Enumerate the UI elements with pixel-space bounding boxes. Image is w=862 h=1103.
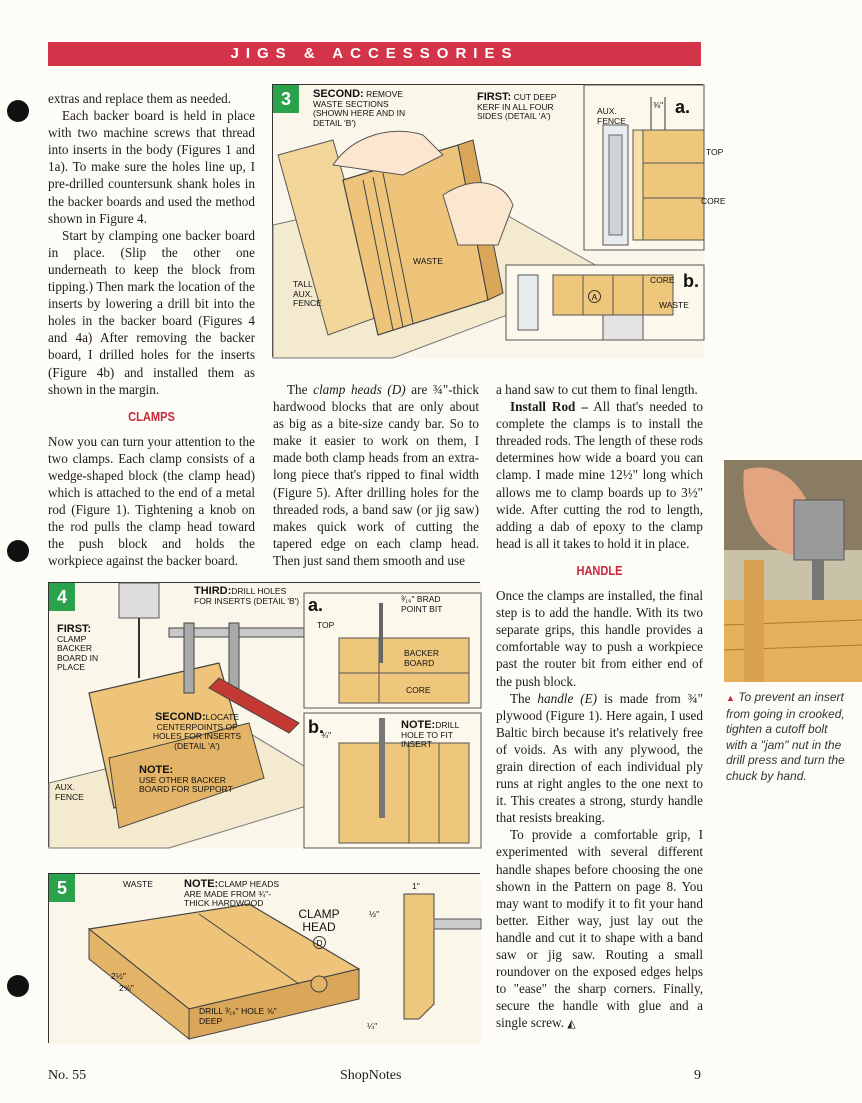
fig3-second-label bbox=[313, 90, 408, 128]
figure-4 bbox=[48, 582, 480, 847]
col2-p1-pre: The bbox=[287, 382, 314, 397]
fig3-tall-fence-label: TALL AUX. FENCE bbox=[293, 279, 322, 308]
fig4-third-bold: THIRD: bbox=[194, 585, 232, 597]
fig4-aux-fence-label: AUX. FENCE bbox=[55, 782, 84, 802]
fig4-brad-label: ³⁄₁₆" BRAD POINT BIT bbox=[401, 594, 443, 614]
handle-heading: HANDLE bbox=[576, 562, 623, 578]
col3-paragraph-3: Once the clamps are installed, the final step is to add the handle. With its two separate grips, this handle provides a comfortable way to push a workpiece past the router bit from either end of the push block. bbox=[496, 588, 703, 689]
fig4-first-text: CLAMP BACKER BOARD IN PLACE bbox=[57, 633, 99, 672]
install-rod-term: Install Rod – bbox=[510, 399, 588, 415]
fig5-waste-label: WASTE bbox=[123, 879, 153, 889]
fig3-second-text: REMOVE WASTE SECTIONS (SHOWN HERE AND IN DETAIL 'B') bbox=[313, 89, 406, 128]
col3-p2-text: All that's needed to complete the clamps is to install the threaded rods. The length of these rods determines how wide a board you can clamp. I made mine 12½" long which allows me to clamp boards up to 3½" wide. After cutting the rod to length, adding a dab of epoxy to the clamp head is all it takes to hold it in place. bbox=[496, 399, 703, 551]
col3-paragraph-4 bbox=[496, 690, 703, 827]
col2-p1-post: are ¾"-thick hardwood blocks that are only about as big as a bite-size candy bar. So to make it easier to work on them, I made both clamp heads from an extra-long piece that's ripped to final width (Figure 5). After drilling holes for the threaded rods, a band saw (or jig saw) makes quick work of cutting the tapered edge on each clamp head. Then just sand them smooth and use bbox=[273, 382, 479, 568]
figure-4-number: 4 bbox=[49, 583, 75, 611]
fig3-dimension-label: ⅜" bbox=[653, 100, 664, 110]
fig3-first-label bbox=[477, 93, 572, 122]
fig5-drill-label: DRILL ³⁄₁₆" HOLE ⅝" DEEP bbox=[199, 1006, 277, 1026]
col1-paragraph-3: Start by clamping one backer board in place. (Slip the other one underneath to keep the block from tipping.) Then mark the location of the inserts by lowering a drill bit into the holes in the backer board (Figures 4 and 4a) After removing the backer board, I drilled holes for the inserts (Figure 4b) and installed them as shown in the margin. bbox=[48, 227, 255, 397]
fig4-b-dimension-label: ¾" bbox=[321, 730, 332, 740]
fig4-note-text: USE OTHER BACKER BOARD FOR SUPPORT bbox=[139, 774, 233, 794]
footer-issue: No. 55 bbox=[48, 1068, 87, 1083]
footer-magazine: ShopNotes bbox=[340, 1068, 402, 1083]
fig3-second-bold: SECOND: bbox=[313, 88, 364, 100]
fig3-waste-label: WASTE bbox=[413, 256, 443, 266]
fig3-detail-b-letter: b. bbox=[683, 271, 699, 291]
fig5-dimension-1-label: 2½" bbox=[111, 971, 126, 981]
photo-caption-text: To prevent an insert from going in crooked, tighten a cutoff bolt with a "jam" nut in the drill press and turn the chuck by hand. bbox=[726, 690, 845, 783]
col3-paragraph-5 bbox=[496, 826, 703, 1032]
col2-paragraph-1 bbox=[273, 381, 479, 569]
fig5-half-inch-label: ½" bbox=[369, 909, 380, 919]
figure-4-drawing bbox=[49, 583, 481, 848]
fig5-clamp-head-label: CLAMP HEAD bbox=[298, 907, 340, 934]
fig5-note-text: CLAMP HEADS ARE MADE FROM ¾"-THICK HARDWOOD bbox=[184, 879, 280, 908]
col1-paragraph-1: extras and replace them as needed. bbox=[48, 91, 232, 106]
fig3-top-label: TOP bbox=[706, 147, 724, 157]
fig5-note-label bbox=[184, 880, 294, 909]
fig4-second-bold: SECOND: bbox=[154, 711, 206, 723]
figure-3 bbox=[272, 84, 726, 357]
fig5-clamp-letter-label: D bbox=[313, 936, 326, 949]
col3-p4-post: is made from ¾" plywood (Figure 1). Here again, I used Baltic birch because it's relatively free of voids. As with any plywood, the grain direction of each individual ply runs at right angles to the one next to it. This creates a strong, sturdy handle that resists breaking. bbox=[496, 690, 703, 826]
fig5-one-inch-label: 1" bbox=[412, 881, 420, 891]
handle-term: handle (E) bbox=[537, 690, 598, 706]
fig4-b-note-text: DRILL HOLE TO FIT INSERT bbox=[401, 720, 460, 749]
column-2 bbox=[273, 381, 479, 569]
fig4-b-note-label bbox=[401, 721, 471, 750]
fig4-a-top-label: TOP bbox=[317, 620, 335, 630]
fig3-first-bold: FIRST: bbox=[477, 91, 512, 103]
margin-photo bbox=[724, 460, 862, 682]
fig3-circle-a-label: A bbox=[588, 290, 601, 303]
column-1 bbox=[48, 90, 255, 570]
fig4-backer-label: BACKER BOARD bbox=[404, 648, 439, 668]
photo-caption bbox=[726, 690, 852, 784]
footer-page-number: 9 bbox=[694, 1068, 701, 1083]
fig4-first-label bbox=[57, 625, 117, 673]
fig4-core-label: CORE bbox=[406, 685, 431, 695]
col1-paragraph-2: Each backer board is held in place with two machine screws that thread into inserts in the body (Figures 1 and 1a). To make sure the holes line up, I pre-drilled countersunk shank holes in the backer boards and used the method shown in Figure 4. bbox=[48, 108, 255, 226]
fig4-first-bold: FIRST: bbox=[57, 623, 92, 635]
section-banner: JIGS & ACCESSORIES bbox=[48, 42, 701, 66]
binder-hole-bottom bbox=[7, 975, 29, 997]
fig5-note-bold: NOTE: bbox=[184, 878, 219, 890]
fig4-third-label bbox=[194, 587, 304, 606]
end-mark-icon: ◭ bbox=[567, 1017, 576, 1031]
column-3 bbox=[496, 381, 703, 1032]
caption-triangle-icon: ▲ bbox=[726, 693, 735, 703]
binder-hole-top bbox=[7, 100, 29, 122]
col1-paragraph-4: Now you can turn your attention to the two clamps. Each clamp consists of a wedge-shaped block (the clamp head) which is attached to the end of a metal rod (Figure 1). Tightening a knob on the rod pulls the clamp head toward the push block and holds the workpiece against the backer board. bbox=[48, 433, 255, 569]
figure-5 bbox=[48, 873, 480, 1043]
fig4-note-label bbox=[139, 766, 249, 795]
fig3-b-core-label: CORE bbox=[650, 275, 675, 285]
fig3-aux-fence-label: AUX. FENCE bbox=[597, 106, 626, 126]
fig3-detail-a-letter: a. bbox=[675, 97, 691, 117]
col3-p5-text: To provide a comfortable grip, I experimented with several different handle shapes before choosing the one shown in the Pattern on page 8. You may want to modify it to fit your hand better. Either way, just lay out the handle and cut it to shape with a band saw or jig saw. Routing a small roundover on the exposed edges helps to "ease" the sharp corners. Finally, secure the handle with glue and a single screw. bbox=[496, 827, 703, 1031]
clamps-heading: CLAMPS bbox=[128, 408, 175, 424]
fig4-second-label bbox=[147, 713, 247, 751]
fig4-detail-b-letter: b. bbox=[308, 717, 324, 737]
fig3-b-waste-label: WASTE bbox=[659, 300, 689, 310]
clamp-heads-term: clamp heads (D) bbox=[313, 382, 406, 397]
fig5-quarter-inch-label: ¼" bbox=[367, 1021, 378, 1031]
figure-5-number: 5 bbox=[49, 874, 75, 902]
figure-3-number: 3 bbox=[273, 85, 299, 113]
fig3-first-text: CUT DEEP KERF IN ALL FOUR SIDES (DETAIL 'A') bbox=[477, 92, 557, 121]
fig3-core-label: CORE bbox=[701, 196, 726, 206]
fig5-dimension-2-label: 2⅝" bbox=[119, 983, 134, 993]
col3-paragraph-1: a hand saw to cut them to final length. bbox=[496, 382, 698, 397]
col3-p4-pre: The bbox=[510, 690, 538, 706]
margin-photo-drawing bbox=[724, 460, 862, 682]
col3-paragraph-2 bbox=[496, 398, 703, 552]
fig4-detail-a-letter: a. bbox=[308, 595, 324, 615]
binder-hole-middle bbox=[7, 540, 29, 562]
fig4-b-note-bold: NOTE: bbox=[401, 719, 436, 731]
fig4-note-bold: NOTE: bbox=[139, 764, 174, 776]
fig4-third-text: DRILL HOLES FOR INSERTS (DETAIL 'B') bbox=[194, 586, 300, 606]
fig4-second-text: LOCATE CENTERPOINTS OF HOLES FOR INSERTS (DETAIL 'A') bbox=[152, 712, 242, 751]
